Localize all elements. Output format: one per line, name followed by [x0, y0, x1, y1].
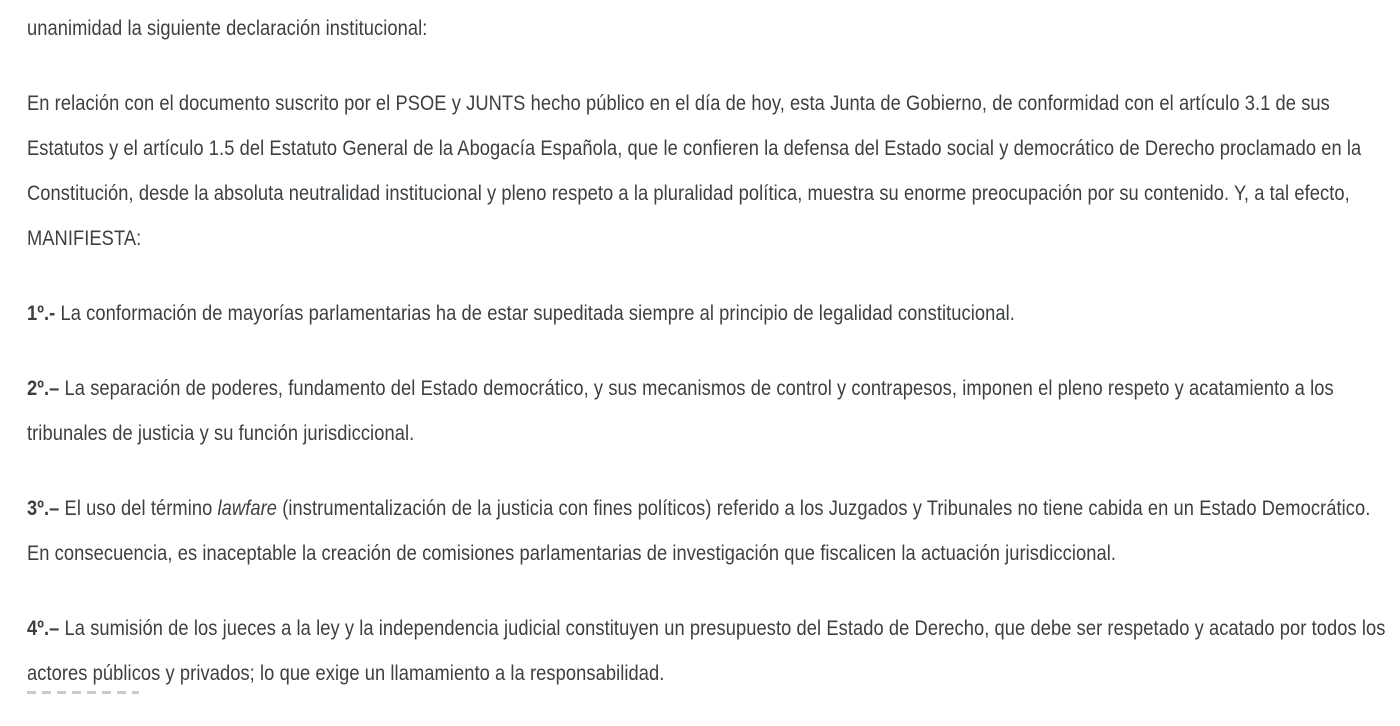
text-segment: (instrumentalización de la justicia con fines políticos) referido a los Juzgados y Tribunales no tiene cabida en un Estado Democrático. En consecuencia, es inaceptable la creación de comisiones parlamentarias de investigación que fiscalicen la actuación jurisdiccional.: [26, 497, 1371, 565]
text-segment: 4º.–: [26, 617, 60, 640]
text-segment: La sumisión de los jueces a la ley y la independencia judicial constituyen un presupuesto del Estado de Derecho, que debe ser respetado y acatado por todos los actores públicos y privados; lo que exige un llamamiento a la responsabilidad.: [26, 617, 1386, 685]
paragraph: [0, 81, 1400, 261]
text-segment: 1º.-: [26, 302, 56, 325]
clipped-text-top: [27, 691, 139, 694]
paragraph: [0, 6, 1400, 51]
text-segment: La separación de poderes, fundamento del Estado democrático, y sus mecanismos de control y contrapesos, imponen el pleno respeto y acatamiento a los tribunales de justicia y su función jurisdiccional.: [26, 377, 1334, 445]
text-segment: La conformación de mayorías parlamentarias ha de estar supeditada siempre al principio de legalidad constitucional.: [55, 302, 1015, 325]
text-segment: 3º.–: [26, 497, 60, 520]
paragraph: [0, 486, 1400, 576]
document-body: [0, 6, 1400, 726]
text-segment: En relación con el documento suscrito por el PSOE y JUNTS hecho público en el día de hoy, esta Junta de Gobierno, de conformidad con el artículo 3.1 de sus Estatutos y el artículo 1.5 del Estatuto General de la Abogacía Española, que le confieren la defensa del Estado social y democrático de Derecho proclamado en la Constitución, desde la absoluta neutralidad institucional y pleno respeto a la pluralidad política, muestra su enorme preocupación por su contenido. Y, a tal efecto, MANIFIESTA:: [26, 92, 1362, 250]
paragraph: [0, 606, 1400, 696]
text-segment: 2º.–: [26, 377, 60, 400]
text-segment: El uso del término: [59, 497, 218, 520]
paragraph: [0, 291, 1400, 336]
paragraph: [0, 366, 1400, 456]
text-segment: lawfare: [217, 497, 278, 520]
text-segment: unanimidad la siguiente declaración institucional:: [26, 17, 428, 40]
